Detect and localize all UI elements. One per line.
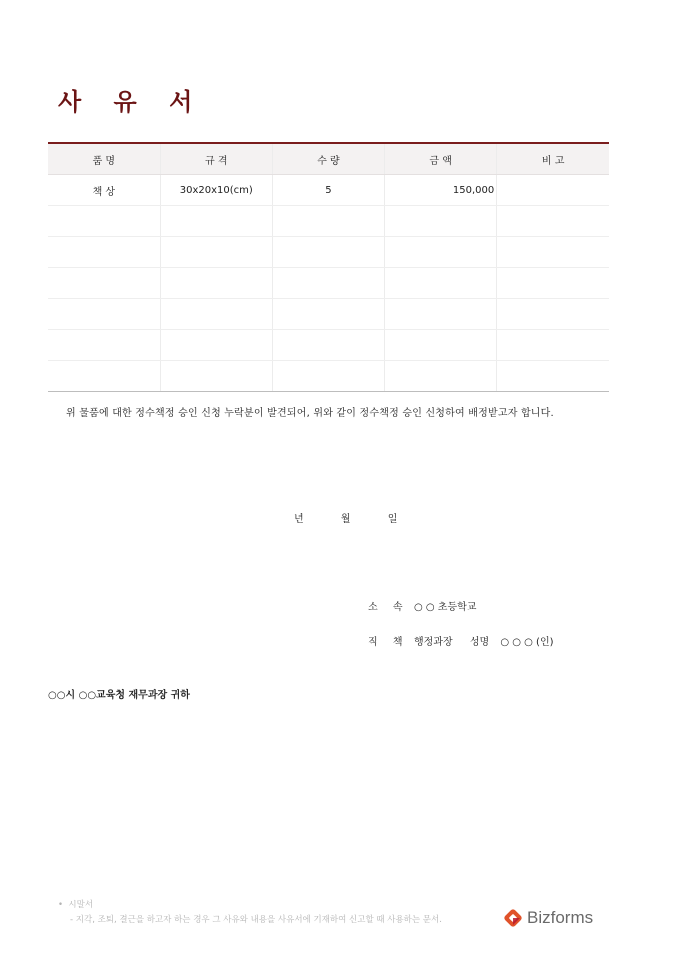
cell-amount bbox=[385, 237, 497, 268]
affiliation-line bbox=[368, 598, 476, 613]
footnote-heading: 시말서 bbox=[68, 900, 94, 910]
cell-amount bbox=[385, 299, 497, 330]
cell-remarks bbox=[497, 175, 609, 206]
cell-quantity bbox=[272, 361, 384, 392]
footnote bbox=[58, 898, 478, 928]
table-row bbox=[48, 330, 609, 361]
cell-item-name bbox=[48, 330, 160, 361]
cell-spec bbox=[160, 268, 272, 299]
cell-spec bbox=[160, 361, 272, 392]
position-label: 직 책 bbox=[368, 637, 409, 648]
cell-spec bbox=[160, 206, 272, 237]
footnote-bullet: • bbox=[58, 900, 64, 910]
date-line bbox=[294, 510, 431, 525]
position-value: 행정과장 bbox=[414, 637, 453, 648]
table-row bbox=[48, 206, 609, 237]
cell-remarks bbox=[497, 268, 609, 299]
cell-quantity bbox=[272, 330, 384, 361]
date-month: 월 bbox=[340, 514, 351, 525]
table-header-row bbox=[48, 143, 609, 175]
table-row bbox=[48, 299, 609, 330]
bizforms-logo bbox=[503, 908, 593, 928]
cell-amount bbox=[385, 361, 497, 392]
table-row bbox=[48, 361, 609, 392]
cell-item-name: 책 상 bbox=[48, 175, 160, 206]
header-amount: 금 액 bbox=[385, 143, 497, 175]
cell-remarks bbox=[497, 237, 609, 268]
items-table bbox=[48, 142, 609, 392]
header-item-name: 품 명 bbox=[48, 143, 160, 175]
cell-quantity: 5 bbox=[272, 175, 384, 206]
date-year: 년 bbox=[294, 514, 304, 525]
cell-spec: 30x20x10(cm) bbox=[160, 175, 272, 206]
statement-text: 위 물품에 대한 정수책정 승인 신청 누락분이 발견되어, 위와 같이 정수책정 승인 신청하여 배정받고자 합니다. bbox=[66, 408, 554, 419]
cell-quantity bbox=[272, 206, 384, 237]
table-row bbox=[48, 237, 609, 268]
bizforms-logo-icon bbox=[503, 908, 523, 928]
cell-remarks bbox=[497, 206, 609, 237]
document-title: 사 유 서 bbox=[58, 88, 205, 116]
footnote-text: - 지각, 조퇴, 결근을 하고자 하는 경우 그 사유와 내용을 사유서에 기재하여 신고할 때 사용하는 문서. bbox=[70, 915, 442, 925]
cell-remarks bbox=[497, 299, 609, 330]
cell-item-name bbox=[48, 361, 160, 392]
cell-amount: 150,000 bbox=[385, 175, 497, 206]
affiliation-value: ○ ○ 초등학교 bbox=[414, 602, 477, 613]
table-row bbox=[48, 175, 609, 206]
cell-quantity bbox=[272, 237, 384, 268]
affiliation-label: 소 속 bbox=[368, 602, 409, 613]
header-remarks: 비 고 bbox=[497, 143, 609, 175]
cell-spec bbox=[160, 299, 272, 330]
header-spec: 규 격 bbox=[160, 143, 272, 175]
cell-item-name bbox=[48, 237, 160, 268]
cell-spec bbox=[160, 330, 272, 361]
cell-remarks bbox=[497, 361, 609, 392]
name-label: 성명 bbox=[469, 637, 490, 648]
cell-quantity bbox=[272, 268, 384, 299]
bizforms-logo-text: Bizforms bbox=[527, 908, 594, 927]
cell-quantity bbox=[272, 299, 384, 330]
addressee: ○○시 ○○교육청 재무과장 귀하 bbox=[48, 690, 190, 701]
cell-spec bbox=[160, 237, 272, 268]
table-row bbox=[48, 268, 609, 299]
cell-item-name bbox=[48, 299, 160, 330]
cell-amount bbox=[385, 206, 497, 237]
cell-item-name bbox=[48, 206, 160, 237]
header-quantity: 수 량 bbox=[272, 143, 384, 175]
cell-amount bbox=[385, 268, 497, 299]
cell-item-name bbox=[48, 268, 160, 299]
date-day: 일 bbox=[387, 514, 398, 525]
cell-amount bbox=[385, 330, 497, 361]
cell-remarks bbox=[497, 330, 609, 361]
position-line bbox=[368, 633, 554, 648]
name-value: ○ ○ ○ (인) bbox=[500, 637, 554, 648]
